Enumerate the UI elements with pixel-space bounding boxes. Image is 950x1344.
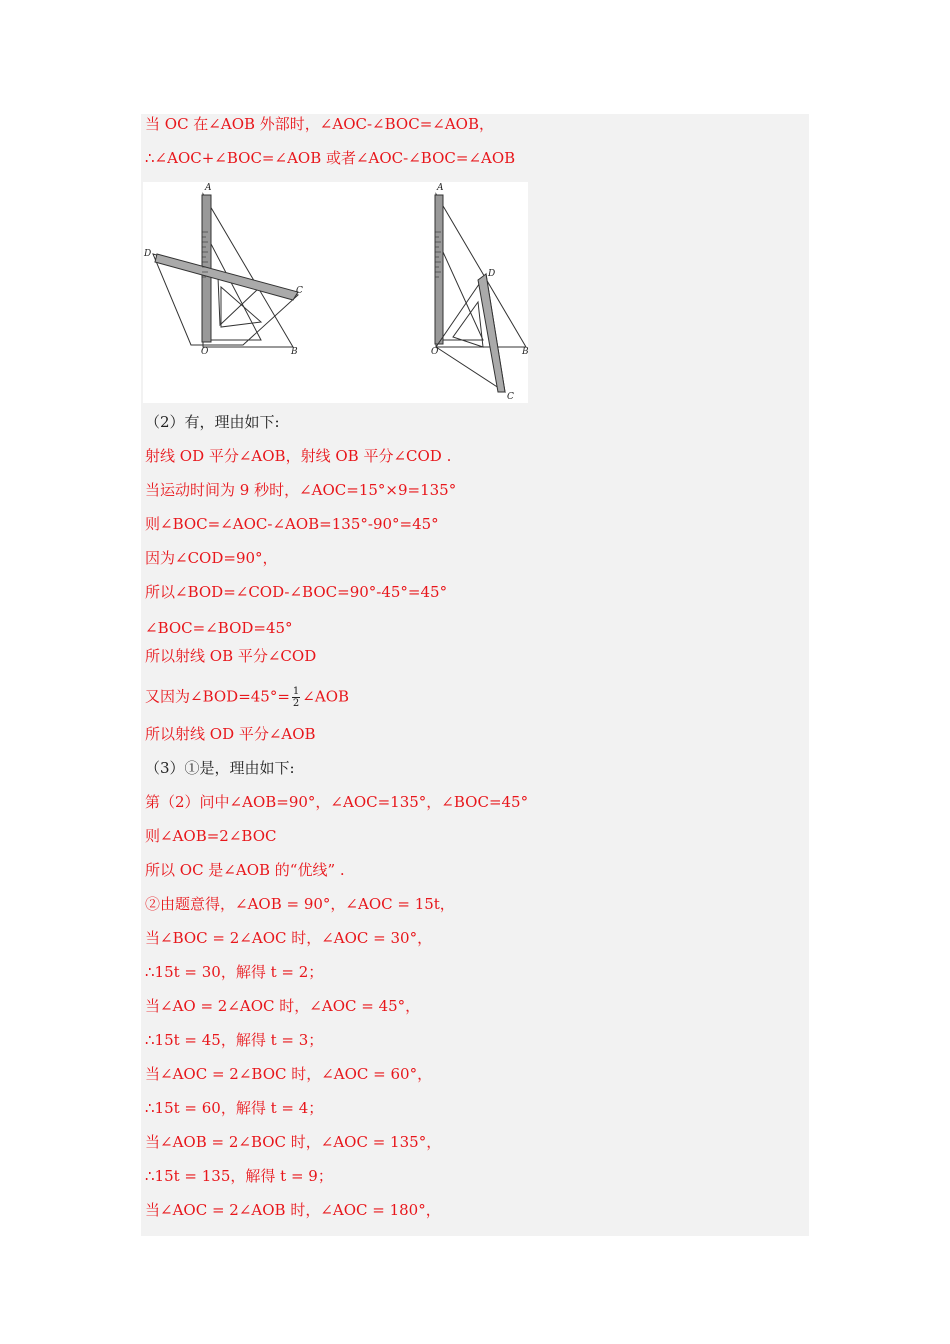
part2-heading: （2）有，理由如下: <box>145 413 280 431</box>
label-C-right: C <box>507 392 514 402</box>
text-line: 当∠AO = 2∠AOC 时，∠AOC = 45°， <box>145 997 421 1015</box>
text-line: 所以射线 OD 平分∠AOB <box>145 725 316 743</box>
figure-svg <box>143 182 528 403</box>
text-segment: ∠AOB <box>302 687 350 706</box>
text-line: 所以射线 OB 平分∠COD <box>145 647 317 665</box>
text-line: 则∠AOB=2∠BOC <box>145 827 277 845</box>
text-line: ②由题意得，∠AOB = 90°，∠AOC = 15t， <box>145 895 455 913</box>
left-tilted-ruler <box>155 254 298 300</box>
part3-heading: （3）①是，理由如下: <box>145 759 295 777</box>
triangle-ruler-figure <box>143 182 528 403</box>
text-line: 当∠AOC = 2∠AOB 时，∠AOC = 180°， <box>145 1201 441 1219</box>
fraction-numerator: 1 <box>292 686 300 697</box>
text-line: 当运动时间为 9 秒时，∠AOC=15°×9=135° <box>145 481 457 499</box>
text-line: ∴∠AOC+∠BOC=∠AOB 或者∠AOC-∠BOC=∠AOB <box>145 149 516 167</box>
text-line: ∴15t = 45，解得 t = 3； <box>145 1031 324 1049</box>
text-line: ∴15t = 30，解得 t = 2； <box>145 963 324 981</box>
text-line: ∴15t = 60，解得 t = 4； <box>145 1099 324 1117</box>
label-O-left: O <box>201 347 209 357</box>
text-line: 则∠BOC=∠AOC-∠AOB=135°-90°=45° <box>145 515 439 533</box>
text-line: ∴15t = 135，解得 t = 9； <box>145 1167 333 1185</box>
fraction-denominator: 2 <box>292 698 300 709</box>
text-line: ∠BOC=∠BOD=45° <box>145 619 293 637</box>
right-vertical-ruler <box>435 195 443 344</box>
fraction-line <box>145 686 349 709</box>
text-line: 当 OC 在∠AOB 外部时，∠AOC-∠BOC=∠AOB， <box>145 115 494 133</box>
text-line: 当∠AOB = 2∠BOC 时，∠AOC = 135°， <box>145 1133 442 1151</box>
text-segment: 又因为∠BOD=45°= <box>145 687 290 706</box>
right-tilted-ruler <box>478 274 505 392</box>
label-C-left: C <box>296 286 303 296</box>
right-big-triangle <box>436 194 526 347</box>
text-line: 当∠BOC = 2∠AOC 时，∠AOC = 30°， <box>145 929 433 947</box>
label-D-right: D <box>488 269 496 279</box>
label-A-right: A <box>437 183 444 193</box>
text-line: 所以 OC 是∠AOB 的“优线” . <box>145 861 345 879</box>
text-line: 当∠AOC = 2∠BOC 时，∠AOC = 60°， <box>145 1065 433 1083</box>
label-B-left: B <box>291 347 298 357</box>
label-B-right: B <box>522 347 528 357</box>
label-O-right: O <box>431 347 439 357</box>
text-line: 因为∠COD=90°， <box>145 549 278 567</box>
label-A-left: A <box>205 183 212 193</box>
text-line: 射线 OD 平分∠AOB，射线 OB 平分∠COD . <box>145 447 452 465</box>
fraction <box>292 686 300 709</box>
text-line: 第（2）问中∠AOB=90°，∠AOC=135°，∠BOC=45° <box>145 793 529 811</box>
label-D-left: D <box>144 249 152 259</box>
text-line: 所以∠BOD=∠COD-∠BOC=90°-45°=45° <box>145 583 448 601</box>
